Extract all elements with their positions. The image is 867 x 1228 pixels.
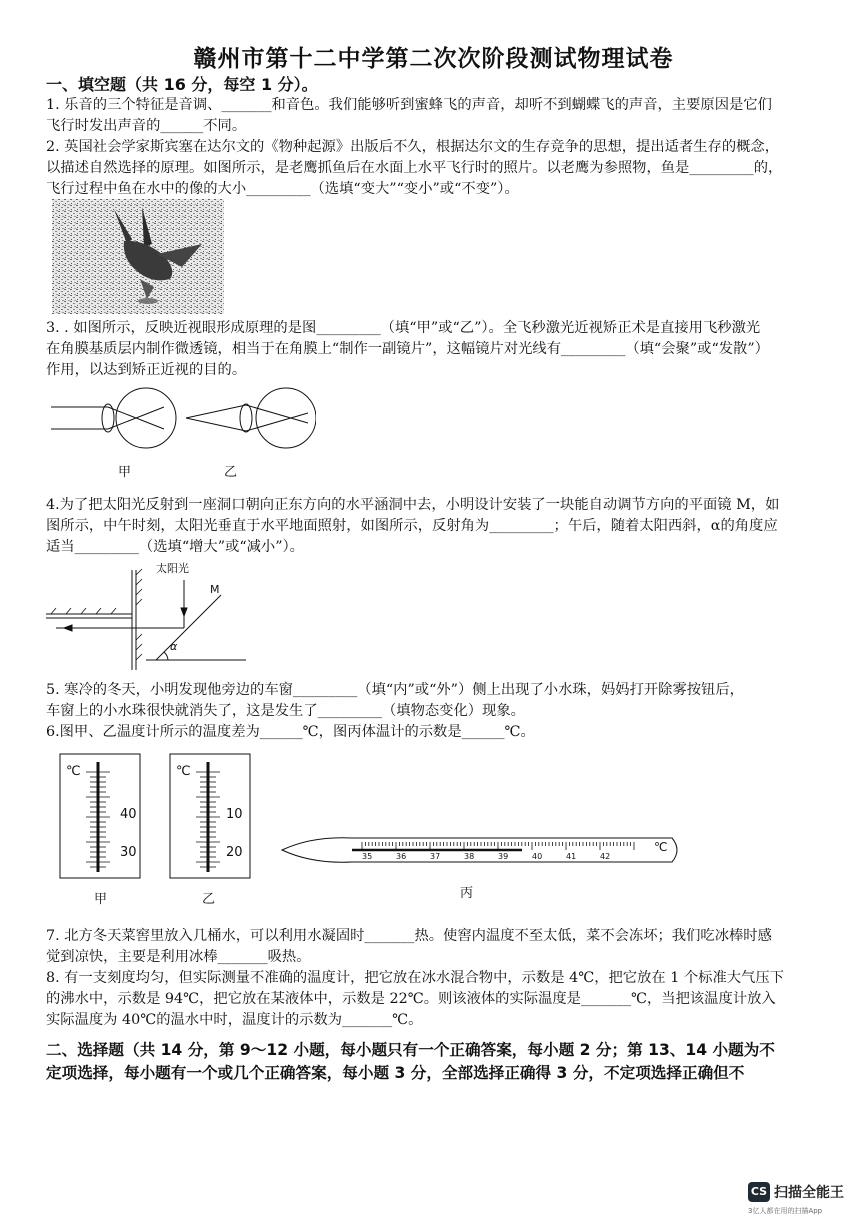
mirror-diagram [46, 560, 256, 675]
scanner-watermark [748, 1180, 848, 1220]
q6-line-1: 6.图甲、乙温度计所示的温度差为______℃，图丙体温计的示数是______℃。 [46, 724, 535, 740]
scanner-name: 扫描全能王 [774, 1185, 844, 1201]
mirror-label: M [210, 583, 220, 596]
page-title: 赣州市第十二中学第二次次阶段测试物理试卷 [193, 46, 674, 72]
eye-caption-a: 甲 [118, 465, 132, 480]
sunlight-label: 太阳光 [156, 562, 189, 575]
q4-line-1: 4.为了把太阳光反射到一座洞口朝向正东方向的水平涵洞中去，小明设计安装了一块能自动调节方向的平面镜 M，如 [46, 497, 780, 513]
clinical-thermometer [272, 830, 692, 900]
section-2-line-2: 定项选择，每小题有一个或几个正确答案，每小题 3 分，全部选择正确得 3 分，不定项选择正确但不 [46, 1064, 745, 1082]
thermometer-b-tick-hi: 10 [226, 807, 243, 822]
q7-line-2: 觉到凉快，主要是利用冰棒_______吸热。 [46, 949, 311, 965]
thermometer-b [168, 752, 268, 907]
clinical-tick-label: 36 [396, 852, 407, 861]
clinical-tick-label: 39 [498, 852, 509, 861]
q2-line-3: 飞行过程中鱼在水中的像的大小_________（选填“变大”“变小”或“不变”）。 [46, 181, 519, 197]
clinical-caption: 丙 [460, 886, 474, 901]
scanner-logo-icon: CS [748, 1182, 770, 1202]
clinical-unit: ℃ [654, 840, 668, 854]
clinical-tick-label: 42 [600, 852, 611, 861]
q2-line-1: 2. 英国社会学家斯宾塞在达尔文的《物种起源》出版后不久，根据达尔文的生存竞争的思想，提出适者生存的概念， [46, 139, 780, 155]
q8-line-3: 实际温度为 40℃的温水中时，温度计的示数为_______℃。 [46, 1012, 423, 1028]
q8-line-1: 8. 有一支刻度均匀，但实际测量不准确的温度计，把它放在冰水混合物中，示数是 4℃，把它放在 1 个标准大气压下 [46, 970, 784, 986]
thermometer-a-tick-lo: 30 [120, 845, 137, 860]
clinical-tick-label: 40 [532, 852, 543, 861]
thermometer-b-unit: ℃ [176, 764, 191, 779]
clinical-tick-labels [272, 840, 692, 866]
q4-line-3: 适当_________（选填“增大”或“减小”）。 [46, 539, 304, 555]
q1-line-1: 1. 乐音的三个特征是音调、_______和音色。我们能够听到蜜蜂飞的声音，却听不到蝴蝶飞的声音，主要原因是它们 [46, 97, 772, 113]
scanner-tagline: 3亿人都在用的扫描App [748, 1207, 823, 1215]
thermometer-b-tick-lo: 20 [226, 845, 243, 860]
section-2-line-1: 二、选择题（共 14 分，第 9～12 小题，每小题只有一个正确答案，每小题 2 分；第 13、14 小题为不 [46, 1041, 775, 1059]
section-1-heading: 一、填空题（共 16 分，每空 1 分）。 [46, 75, 318, 94]
eye-diagrams [46, 385, 316, 485]
clinical-tick-label: 35 [362, 852, 373, 861]
q5-line-1: 5. 寒冷的冬天，小明发现他旁边的车窗_________（填“内”或“外”）侧上出现了小水珠，妈妈打开除雾按钮后， [46, 682, 744, 698]
thermometer-b-caption: 乙 [202, 892, 216, 907]
q4-line-2: 图所示，中午时刻，太阳光垂直于水平地面照射，如图所示，反射角为_________；午后，随着太阳西斜，α的角度应 [46, 518, 778, 534]
q3-line-3: 作用，以达到矫正近视的目的。 [46, 362, 247, 378]
q3-line-2: 在角膜基质层内制作微透镜，相当于在角膜上“制作一副镜片”，这幅镜片对光线有_________（填“会聚”或“发散”） [46, 341, 769, 357]
q3-line-1: 3. . 如图所示，反映近视眼形成原理的是图_________（填“甲”或“乙”）。全飞秒激光近视矫正术是直接用飞秒激光 [46, 320, 761, 336]
q2-line-2: 以描述自然选择的原理。如图所示，是老鹰抓鱼后在水面上水平飞行时的照片。以老鹰为参照物，鱼是_________的， [46, 160, 783, 176]
clinical-tick-label: 41 [566, 852, 577, 861]
clinical-tick-label: 37 [430, 852, 441, 861]
q5-line-2: 车窗上的小水珠很快就消失了，这是发生了_________（填物态变化）现象。 [46, 703, 525, 719]
thermometer-a-tick-hi: 40 [120, 807, 137, 822]
q8-line-2: 的沸水中，示数是 94℃，把它放在某液体中，示数是 22℃。则该液体的实际温度是_______℃，当把该温度计放入 [46, 991, 776, 1007]
eye-caption-b: 乙 [224, 465, 238, 480]
thermometer-a-unit: ℃ [66, 764, 81, 779]
q7-line-1: 7. 北方冬天菜窖里放入几桶水，可以利用水凝固时_______热。使窖内温度不至太低，菜不会冻坏；我们吃冰棒时感 [46, 928, 772, 944]
alpha-label: α [170, 640, 178, 653]
clinical-tick-label: 38 [464, 852, 475, 861]
thermometer-a-caption: 甲 [94, 892, 108, 907]
eagle-photo [52, 199, 224, 314]
thermometer-a [58, 752, 158, 907]
q1-line-2: 飞行时发出声音的______不同。 [46, 118, 247, 134]
